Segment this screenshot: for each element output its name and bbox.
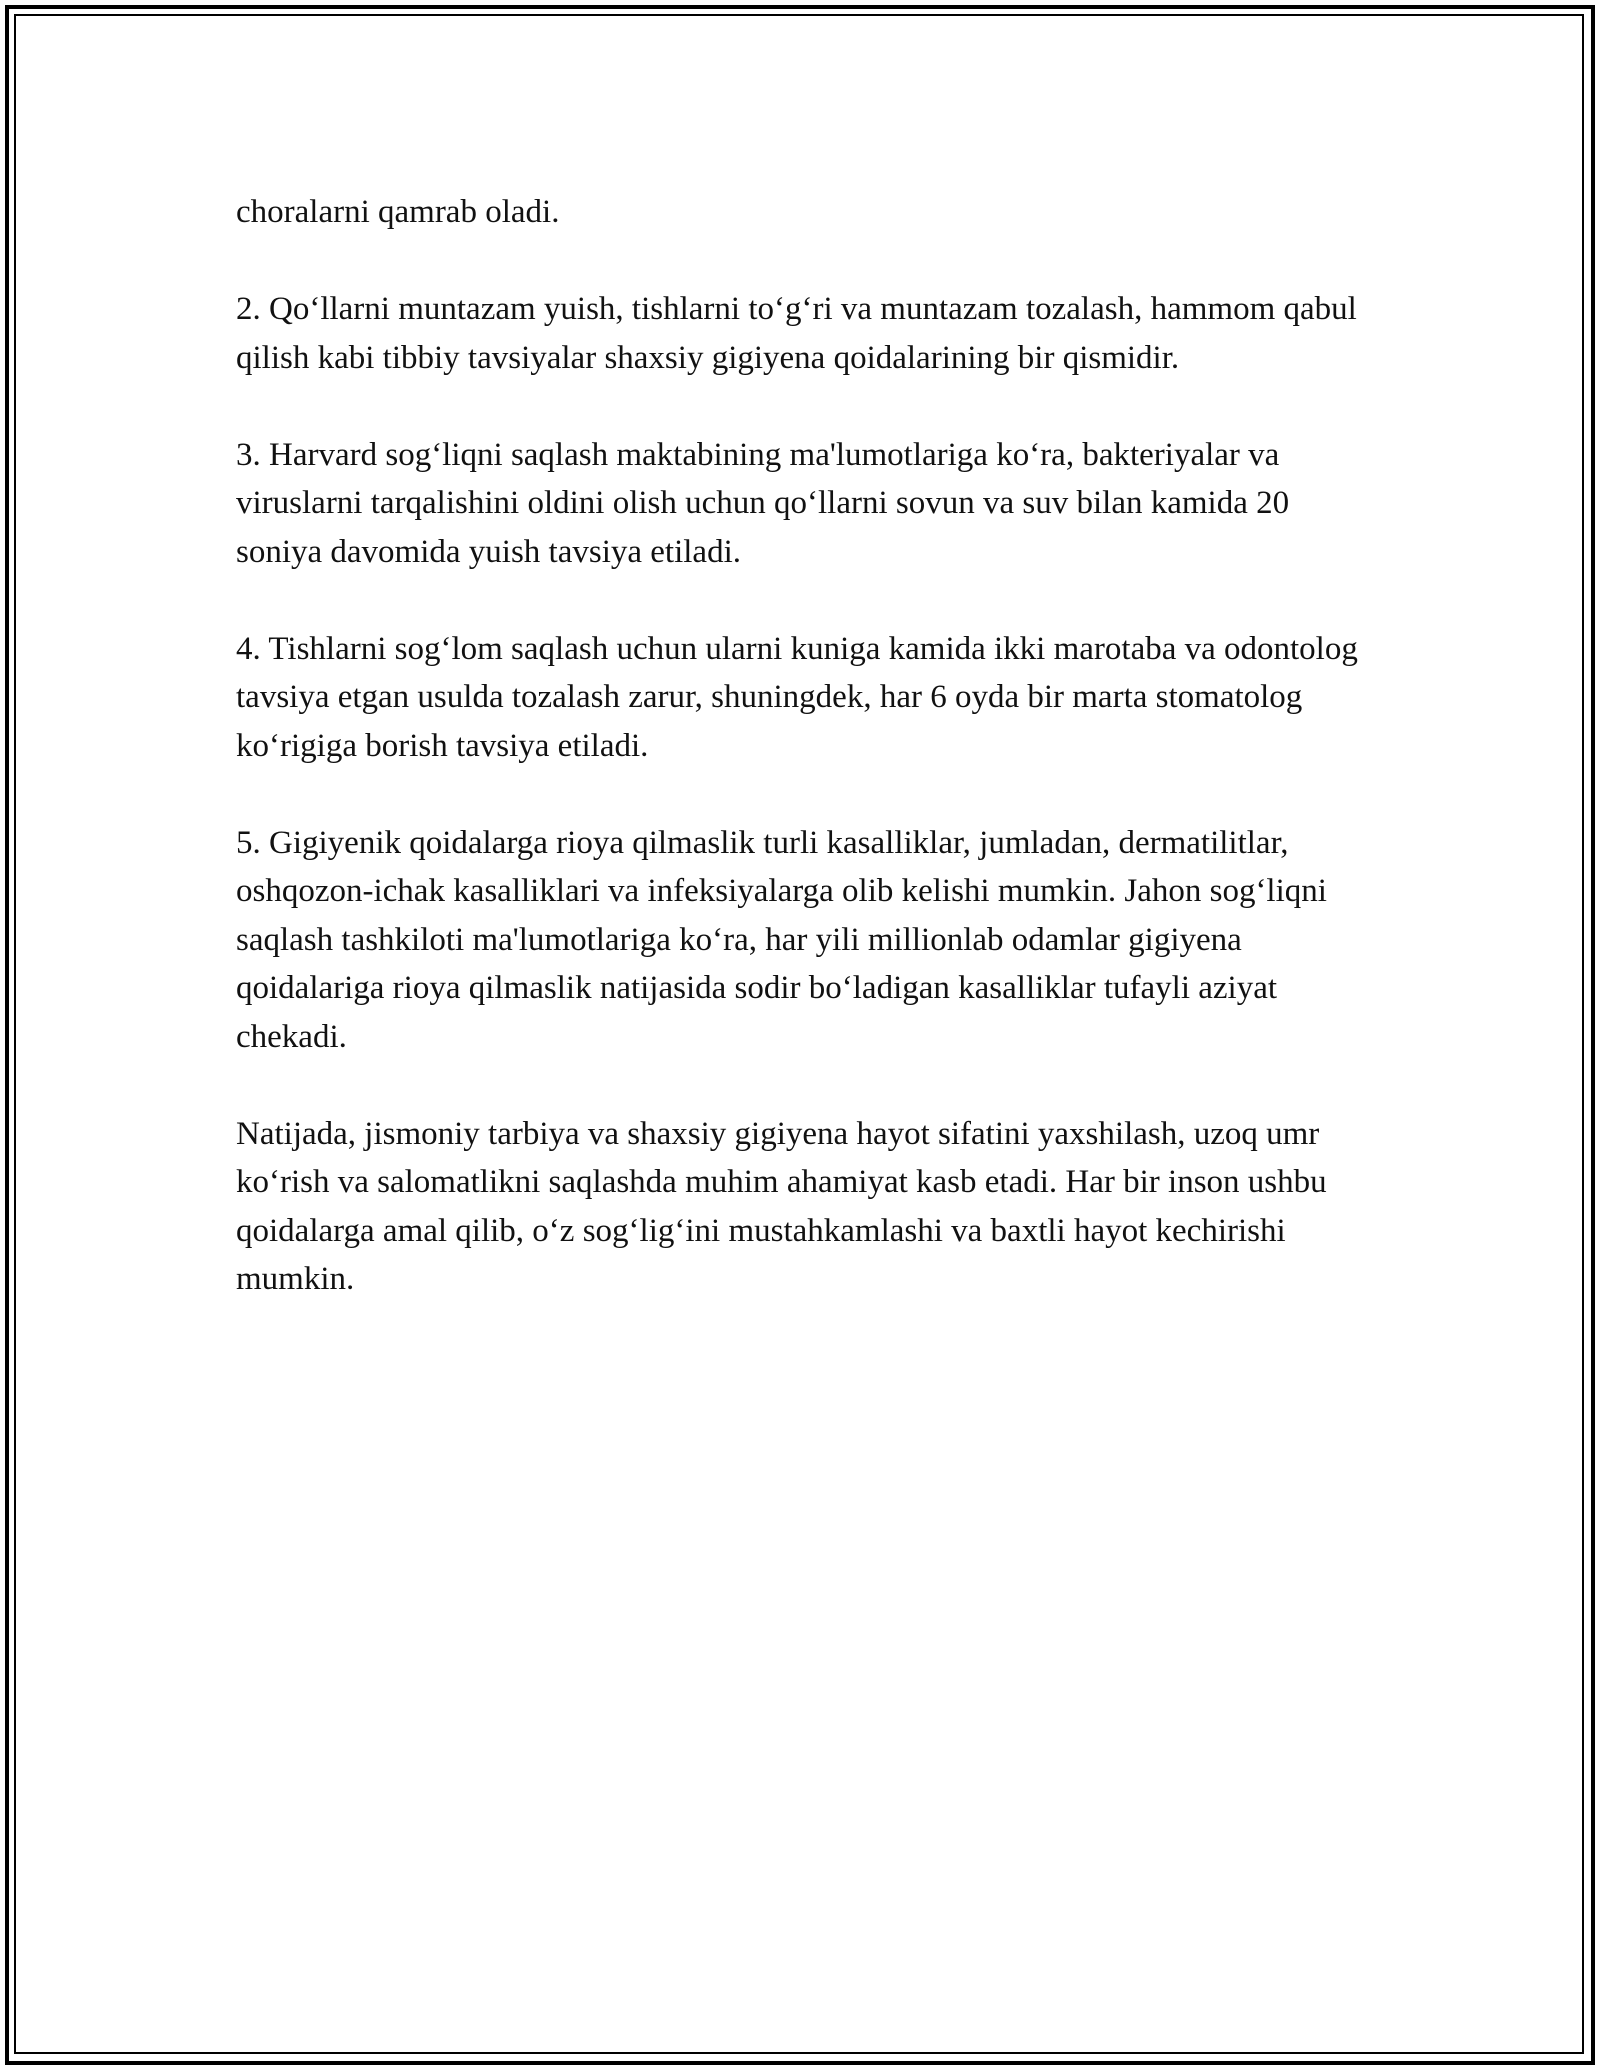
paragraph-continuation: choralarni qamrab oladi.	[236, 194, 560, 230]
paragraph-item-5: 5. Gigiyenik qoidalarga rioya qilmaslik turli kasalliklar, jumladan, dermatilitlar, oshqozon-ichak kasalliklari va infeksiyalarga olib kelishi mumkin. Jahon sog‘liqni saqlash tashkiloti ma'lumotlariga ko‘ra, har yili millionlab odamlar gigiyena qoidalariga rioya qilmaslik natijasida sodir bo‘ladigan kasalliklar tufayli aziyat chekadi.	[236, 824, 1327, 1055]
paragraph-item-4: 4. Tishlarni sog‘lom saqlash uchun ularni kuniga kamida ikki marotaba va odontolog tavsiya etgan usulda tozalash zarur, shuningdek, har 6 oyda bir marta stomatolog ko‘rigiga borish tavsiya etiladi.	[236, 630, 1358, 764]
paragraph-item-2: 2. Qo‘llarni muntazam yuish, tishlarni to‘g‘ri va muntazam tozalash, hammom qabul qilish kabi tibbiy tavsiyalar shaxsiy gigiyena qoidalarining bir qismidir.	[236, 291, 1357, 376]
paragraph-conclusion: Natijada, jismoniy tarbiya va shaxsiy gigiyena hayot sifatini yaxshilash, uzoq umr ko‘rish va salomatlikni saqlashda muhim ahamiyat kasb etadi. Har bir inson ushbu qoidalarga amal qilib, o‘z sog‘lig‘ini mustahkamlashi va baxtli hayot kechirishi mumkin.	[236, 1115, 1327, 1297]
document-body	[236, 188, 1366, 1352]
paragraph-item-3: 3. Harvard sog‘liqni saqlash maktabining ma'lumotlariga ko‘ra, bakteriyalar va viruslarni tarqalishini oldini olish uchun qo‘llarni sovun va suv bilan kamida 20 soniya davomida yuish tavsiya etiladi.	[236, 436, 1290, 570]
